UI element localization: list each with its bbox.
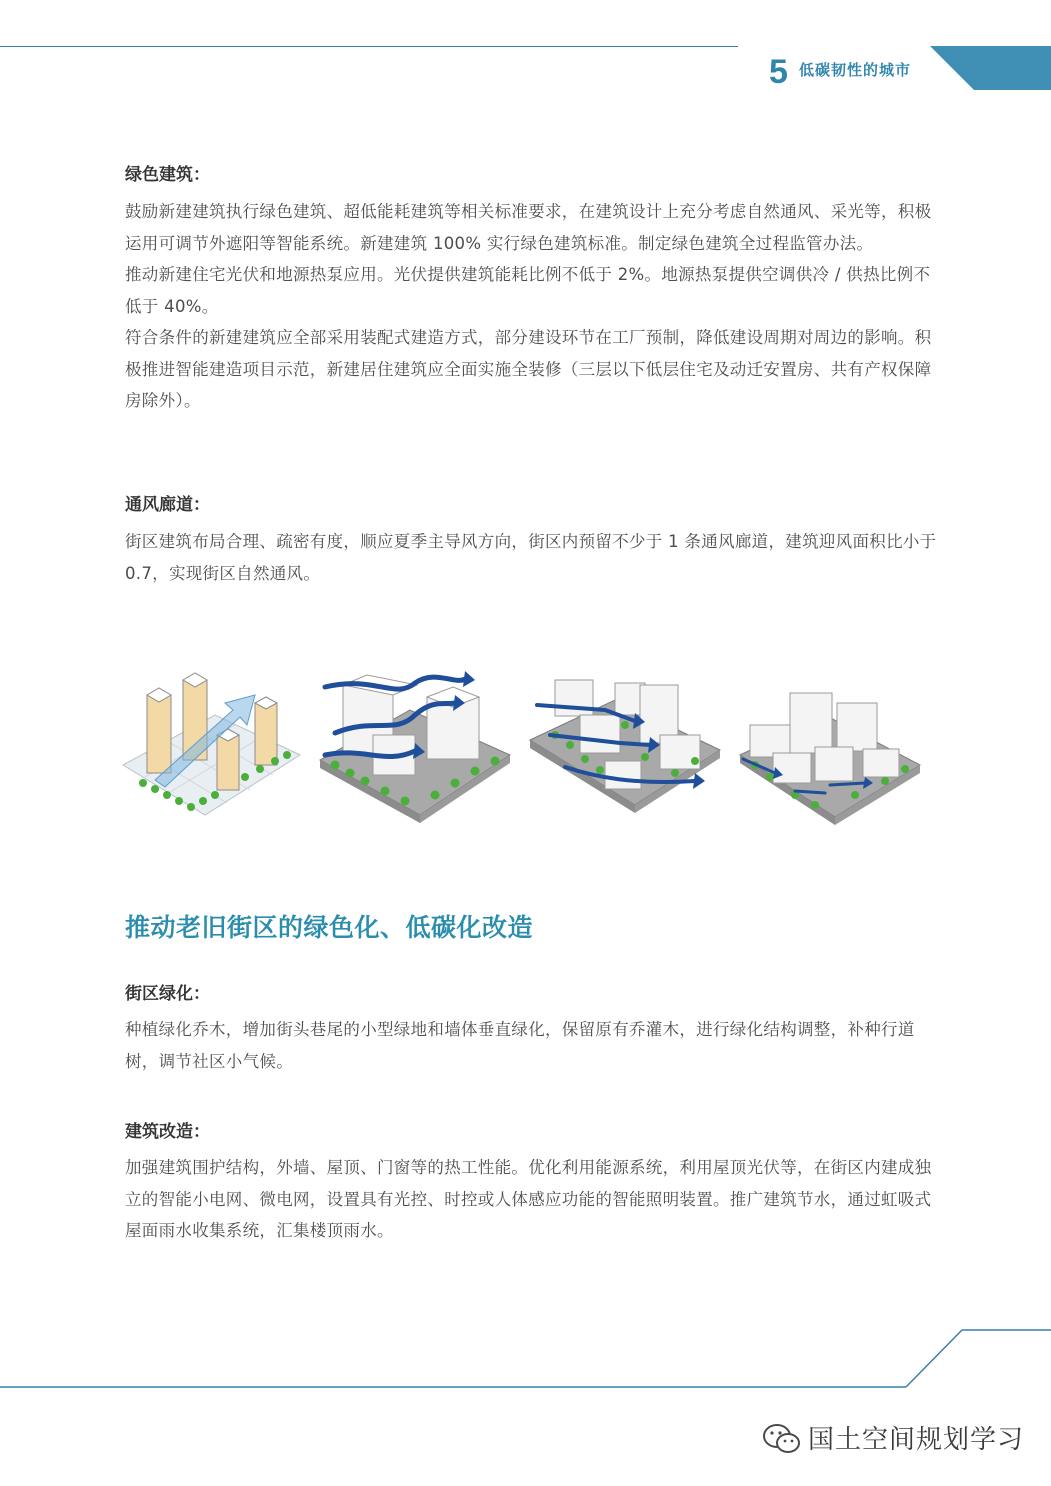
diagram-grid-wind-lanes xyxy=(525,655,725,840)
paragraph: 推动新建住宅光伏和地源热泵应用。光伏提供建筑能耗比例不低于 2%。地源热泵提供空调供冷 / 供热比例不低于 40%。 xyxy=(125,265,931,316)
footer-rule xyxy=(0,1320,1051,1390)
diagram-cluster-ventilation xyxy=(735,655,925,840)
wechat-icon xyxy=(762,1422,802,1456)
paragraph: 鼓励新建建筑执行绿色建筑、超低能耗建筑等相关标准要求，在建筑设计上充分考虑自然通风、采光等，积极运用可调节外遮阳等智能系统。新建建筑 100% 实行绿色建筑标准。制定绿色建筑全过程监管办法。 xyxy=(125,202,932,253)
watermark-text: 国土空间规划学习 xyxy=(808,1425,1025,1455)
section-label-building-retrofit: 建筑改造： xyxy=(125,1122,210,1142)
section-label-ventilation: 通风廊道： xyxy=(125,495,210,515)
section-label-green-building: 绿色建筑： xyxy=(125,165,210,185)
paragraph: 种植绿化乔木，增加街头巷尾的小型绿地和墙体垂直绿化，保留原有乔灌木，进行绿化结构调整，补种行道树，调节社区小气候。 xyxy=(125,1020,915,1071)
chapter-number: 5 xyxy=(769,53,788,91)
diagram-block-wind-flow xyxy=(315,655,515,840)
header-rule xyxy=(0,46,738,47)
ventilation-text xyxy=(125,526,940,589)
paragraph: 符合条件的新建建筑应全部采用装配式建造方式，部分建设环节在工厂预制，降低建设周期对周边的影响。积极推进智能建造项目示范，新建居住建筑应全面实施全装修（三层以下低层住宅及动迁安置房、共有产权保障房除外）。 xyxy=(125,328,932,410)
street-greening-text xyxy=(125,1014,940,1077)
paragraph: 加强建筑围护结构，外墙、屋顶、门窗等的热工性能。优化利用能源系统，利用屋顶光伏等，在街区内建成独立的智能小电网、微电网，设置具有光控、时控或人体感应功能的智能照明装置。推广建筑节水，通过虹吸式屋面雨水收集系统，汇集楼顶雨水。 xyxy=(125,1158,932,1240)
section-heading-renovation: 推动老旧街区的绿色化、低碳化改造 xyxy=(125,913,534,942)
diagram-tower-wind-corridor xyxy=(115,655,305,840)
building-retrofit-text xyxy=(125,1152,940,1247)
section-label-street-greening: 街区绿化： xyxy=(125,984,210,1004)
header-corner-tab xyxy=(930,46,1051,90)
chapter-title: 低碳韧性的城市 xyxy=(799,61,912,79)
green-building-text xyxy=(125,196,940,417)
paragraph: 街区建筑布局合理、疏密有度，顺应夏季主导风方向，街区内预留不少于 1 条通风廊道，建筑迎风面积比小于 0.7，实现街区自然通风。 xyxy=(125,532,937,583)
